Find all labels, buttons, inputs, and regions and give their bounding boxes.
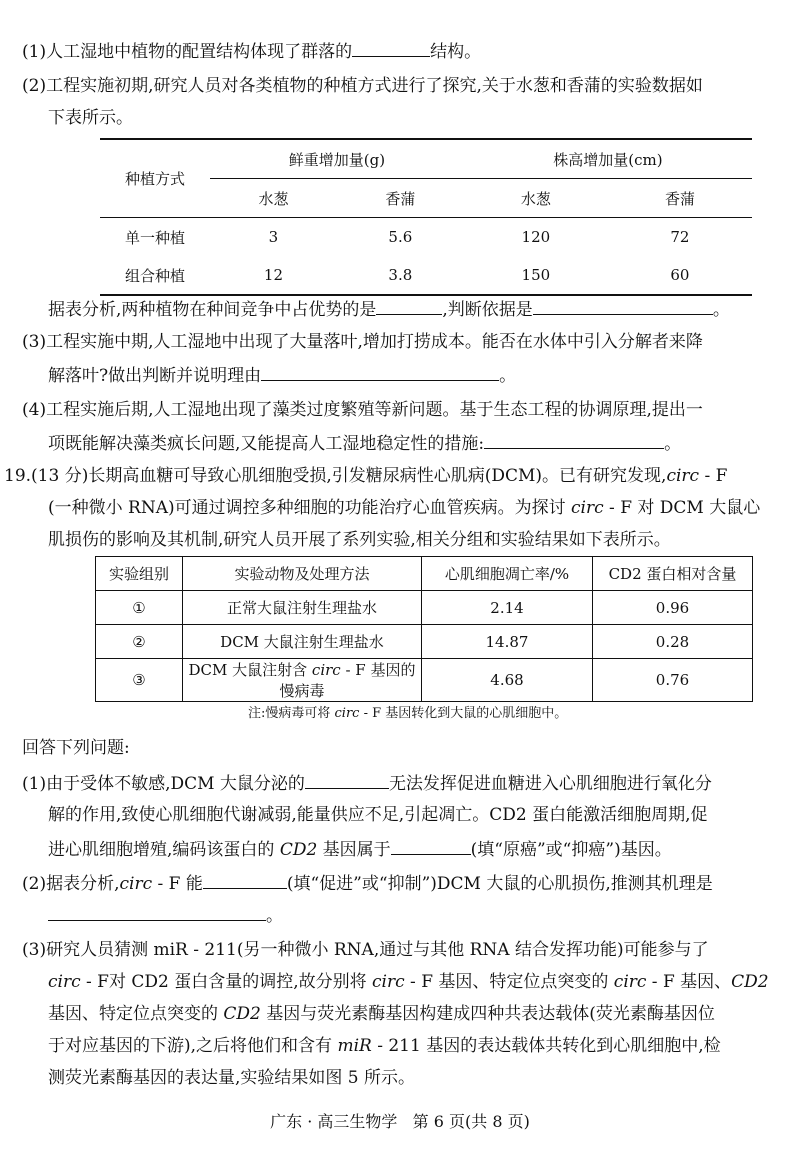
q2-blank-1[interactable] (376, 296, 442, 315)
p1-blank-2[interactable] (391, 836, 471, 855)
header-group: 实验组别 (96, 557, 183, 591)
table-cell: 60 (608, 256, 752, 295)
q4-line-1: (4)工程实施后期,人工湿地出现了藻类过度繁殖等新问题。基于生态工程的协调原理,提出一 (22, 400, 703, 420)
row-label: 单一种植 (124, 228, 185, 247)
table-row (100, 256, 752, 295)
row-label: 组合种植 (100, 256, 210, 295)
p2-line-1: (2)据表分析,circ - F 能 (填“促进”或“抑制”)DCM 大鼠的心肌损伤,推测其机理是 (22, 870, 713, 896)
q2-blank-2[interactable] (533, 296, 713, 315)
q1-text: (1)人工湿地中植物的配置结构体现了群落的 (22, 42, 353, 62)
table-cell: 3.8 (337, 256, 464, 295)
p1-blank-1[interactable] (305, 770, 389, 789)
q1-blank[interactable] (352, 38, 430, 57)
q3-line-2: 解落叶?做出判断并说明理由 。 (48, 362, 516, 388)
header-method: 种植方式 (100, 139, 210, 218)
table-cell: 5.6 (388, 228, 413, 246)
q19-line-3: 肌损伤的影响及其机制,研究人员开展了系列实验,相关分组和实验结果如下表所示。 (48, 530, 671, 550)
p3-line-2: circ - F对 CD2 蛋白含量的调控,故分别将 circ - F 基因、特定位点突变的 circ - F 基因、CD2 (48, 972, 769, 992)
q4-blank[interactable] (484, 430, 664, 449)
p3-line-4: 于对应基因的下游),之后将他们和含有 miR - 211 基因的表达载体共转化到心肌细胞中,检 (48, 1036, 721, 1056)
p2-blank-2[interactable] (48, 902, 266, 921)
table-row: ① 正常大鼠注射生理盐水 2.14 0.96 (96, 591, 753, 625)
header-cd2: CD2 蛋白相对含量 (593, 557, 753, 591)
p1-line-2: 解的作用,致使心肌细胞代谢减弱,能量供应不足,引起凋亡。CD2 蛋白能激活细胞周期,促 (48, 805, 708, 825)
q2-line-2: 下表所示。 (48, 108, 133, 128)
table-cell: 150 (464, 256, 608, 295)
table-row: ② DCM 大鼠注射生理盐水 14.87 0.28 (96, 625, 753, 659)
page-footer: 广东 · 高三生物学 第 6 页(共 8 页) (270, 1112, 530, 1131)
p3-line-5: 测荧光素酶基因的表达量,实验结果如图 5 所示。 (48, 1068, 416, 1088)
header-fresh-weight: 鲜重增加量(g) (210, 139, 464, 179)
q2-line-1: (2)工程实施初期,研究人员对各类植物的种植方式进行了探究,关于水葱和香蒲的实验数据如 (22, 76, 703, 96)
header-apoptosis: 心肌细胞凋亡率/% (422, 557, 593, 591)
answer-prompt: 回答下列问题: (22, 738, 130, 758)
table-cell: 3 (268, 228, 279, 246)
table-cell: 120 (521, 228, 551, 246)
header-plant-height: 株高增加量(cm) (464, 139, 752, 179)
table-cell: 72 (670, 228, 690, 246)
q4-line-2: 项既能解决藻类疯长问题,又能提高人工湿地稳定性的措施: 。 (48, 430, 681, 456)
planting-table (100, 138, 752, 296)
subheader-cell: 香蒲 (608, 179, 752, 218)
q1-text-end: 结构。 (430, 42, 482, 62)
q1-line (22, 38, 481, 64)
table-row (100, 218, 752, 257)
q19-line-1: 19.(13 分)长期高血糖可导致心肌细胞受损,引发糖尿病性心肌病(DCM)。已有研究发现,circ - F (4, 466, 728, 486)
q2-analysis: 据表分析,两种植物在种间竞争中占优势的是 ,判断依据是 。 (48, 296, 730, 322)
subheader-cell: 香蒲 (337, 179, 464, 218)
p3-line-3: 基因、特定位点突变的 CD2 基因与荧光素酶基因构建成四种共表达载体(荧光素酶基因位 (48, 1004, 715, 1024)
q3-line-1: (3)工程实施中期,人工湿地中出现了大量落叶,增加打捞成本。能否在水体中引入分解者来降 (22, 332, 703, 352)
experiment-table (95, 556, 753, 702)
p3-line-1: (3)研究人员猜测 miR - 211(另一种微小 RNA,通过与其他 RNA 结合发挥功能)可能参与了 (22, 940, 709, 960)
q19-line-2: (一种微小 RNA)可通过调控多种细胞的功能治疗心血管疾病。为探讨 circ - F 对 DCM 大鼠心 (48, 498, 761, 518)
q3-blank[interactable] (261, 362, 499, 381)
p1-line-3: 进心肌细胞增殖,编码该蛋白的 CD2 基因属于 (填“原癌”或“抑癌”)基因。 (48, 836, 672, 862)
p1-line-1: (1)由于受体不敏感,DCM 大鼠分泌的 无法发挥促进血糖进入心肌细胞进行氧化分 (22, 770, 712, 796)
p2-line-2: 。 (48, 902, 283, 928)
table-note: 注:慢病毒可将 circ - F 基因转化到大鼠的心肌细胞中。 (248, 706, 568, 721)
p2-blank-1[interactable] (203, 870, 287, 889)
table-header-row (96, 557, 753, 591)
table-row: ③ DCM 大鼠注射含 circ - F 基因的慢病毒 4.68 0.76 (96, 659, 753, 702)
subheader-cell: 水葱 (464, 179, 608, 218)
table-cell: 12 (210, 256, 337, 295)
header-method: 实验动物及处理方法 (183, 557, 422, 591)
subheader-cell: 水葱 (210, 179, 337, 218)
